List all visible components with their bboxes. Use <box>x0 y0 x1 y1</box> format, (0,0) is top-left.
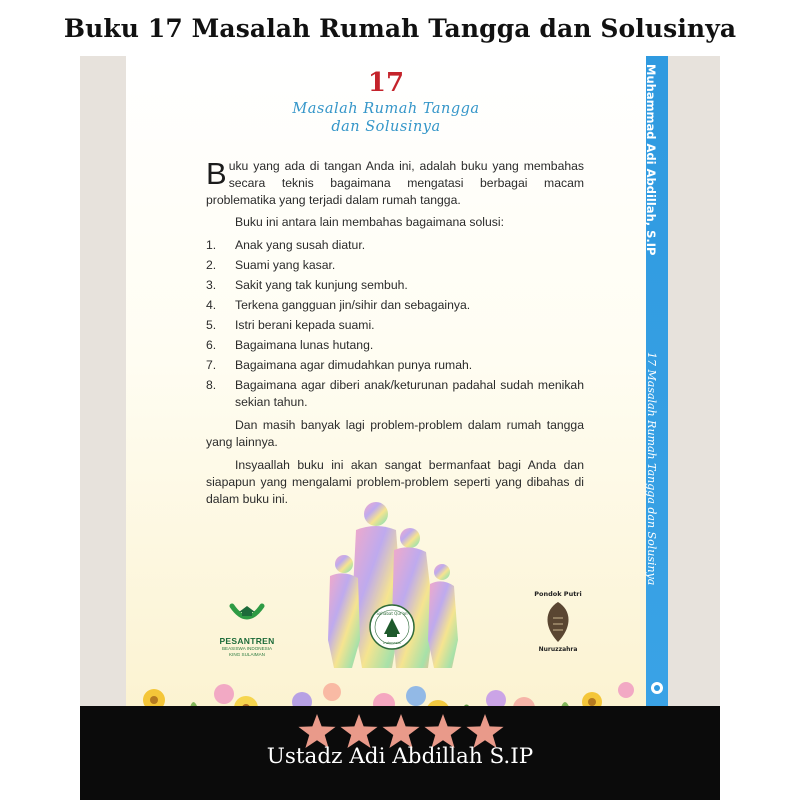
drop-cap: B <box>206 156 227 191</box>
list-item: 1. Anak yang susah diatur. <box>206 238 366 252</box>
list-item: 2. Suami yang kasar. <box>206 258 336 272</box>
intro-text: uku yang ada di tangan Anda ini, adalah buku yang membahas secara teknis bagaimana mengatasi berbagai macam problematika yang terjadi dalam rumah tangga. <box>206 159 584 207</box>
sahabat-quran-text: Sahabat Qur'an <box>376 611 408 616</box>
list-item: 6. Bagaimana lunas hutang. <box>206 338 374 352</box>
list-item: 4. Terkena gangguan jin/sihir dan sebagainya. <box>206 298 471 312</box>
pesantren-name: PESANTREN <box>219 636 275 646</box>
cover-blurb <box>206 158 584 514</box>
spine-logo-icon <box>651 682 663 694</box>
star-icon <box>340 714 378 748</box>
star-icon <box>424 714 462 748</box>
nuruzzahra-text: Nuruzzahra <box>538 646 578 653</box>
sahabat-quran-sub: Indonesia <box>383 641 401 645</box>
page-header <box>0 0 800 56</box>
list-intro: Buku ini antara lain membahas bagaimana solusi: <box>235 215 504 229</box>
cover-script-title <box>126 100 646 136</box>
list-item: 5. Istri berani kepada suami. <box>206 318 375 332</box>
list-item: 7. Bagaimana agar dimudahkan punya rumah. <box>206 358 473 372</box>
spine-title: 17 Masalah Rumah Tangga dan Solusinya <box>645 352 658 586</box>
star-icon <box>298 714 336 748</box>
list-item: 3. Sakit yang tak kunjung sembuh. <box>206 278 408 292</box>
problem-list <box>206 237 584 411</box>
pondok-putri-text: Pondok Putri <box>534 590 582 598</box>
cover-title-line1: Masalah Rumah Tangga <box>292 101 480 117</box>
star-icon <box>382 714 420 748</box>
intro-paragraph <box>206 158 584 209</box>
pesantren-emblem-icon <box>228 600 266 630</box>
spine-author: Muhammad Adi Abdillah, S.IP <box>644 64 658 256</box>
page-title: Buku 17 Masalah Rumah Tangga dan Solusinya <box>63 13 737 43</box>
book-spine <box>646 56 668 732</box>
closing-paragraph-2: Insyaallah buku ini akan sangat bermanfaat bagi Anda dan siapapun yang mengalami problem-problem seperti yang dibahas di dalam buku ini. <box>206 458 584 506</box>
list-item: 8. Bagaimana agar diberi anak/keturunan padahal sudah menikah sekian tahun. <box>206 378 584 409</box>
cover-title-line2: dan Solusinya <box>331 119 441 135</box>
author-caption: Ustadz Adi Abdillah S.IP <box>266 744 534 769</box>
pesantren-sub-2: KING SULAIMAN <box>229 651 265 657</box>
cover-number: 17 <box>367 68 405 98</box>
star-icon <box>466 714 504 748</box>
pesantren-sub-1: BEASISWA INDONESIA <box>221 646 273 651</box>
rating-stars <box>298 714 504 748</box>
closing-paragraph-1: Dan masih banyak lagi problem-problem dalam rumah tangga yang lainnya. <box>206 418 584 449</box>
book-cover <box>126 56 646 732</box>
